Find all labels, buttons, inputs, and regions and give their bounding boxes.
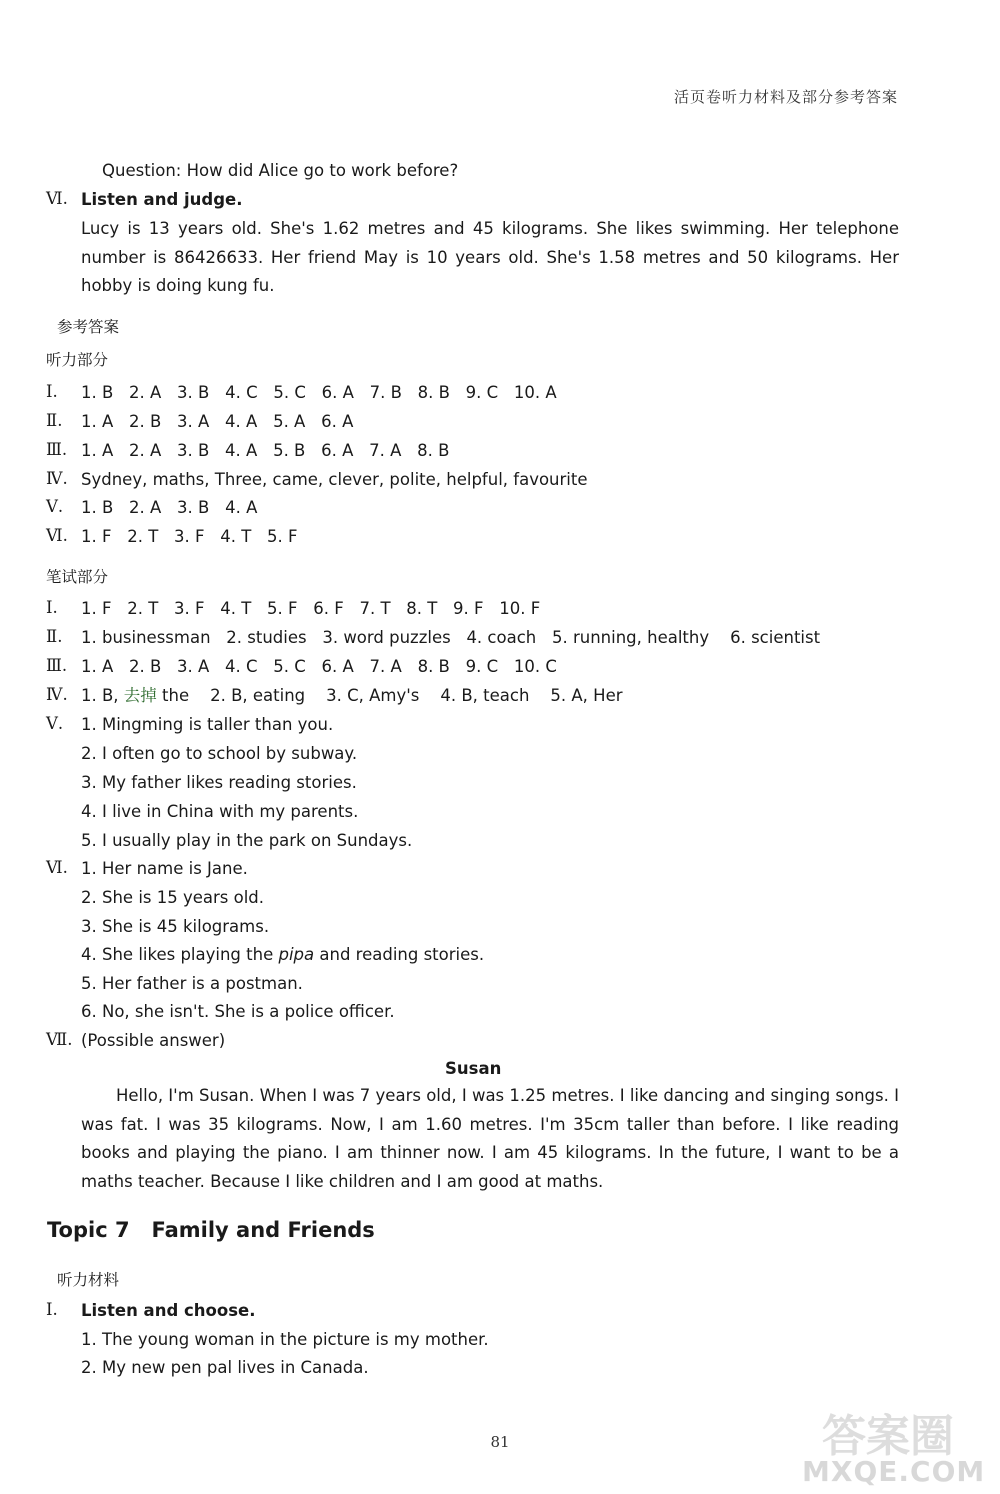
list-item: 2. She is 15 years old. (81, 888, 265, 907)
watermark-url: MXQE.COM (802, 1455, 986, 1488)
section-number: Ⅰ. (46, 1300, 58, 1319)
list-item: 5. I usually play in the park on Sundays. (81, 831, 413, 850)
list-item: 1. Mingming is taller than you. (81, 715, 334, 734)
essay-text: Hello, I'm Susan. When I was 7 years old, I was 1.25 metres. I like dancing and singing songs. I was fat. I was 35 kilograms. Now, I am 1.60 metres. I'm 35cm taller than before. I like reading books and playing the piano. I am thinner now. I am 45 kilograms. In the future, I want to be a maths teacher. Because I like children and I am good at maths. (81, 1086, 899, 1192)
running-header: 活页卷听力材料及部分参考答案 (673, 88, 898, 106)
answer-row: 1. F 2. T 3. F 4. T 5. F 6. F 7. T 8. T 9. F 10. F (81, 599, 541, 618)
answer-row-number: Ⅰ. (46, 382, 58, 401)
text-part: 4. She likes playing the (81, 945, 279, 964)
answer-row: Sydney, maths, Three, came, clever, polite, helpful, favourite (81, 470, 588, 489)
answer-row: 1. B 2. A 3. B 4. C 5. C 6. A 7. B 8. B 9. C 10. A (81, 383, 557, 402)
italic-word: pipa (278, 945, 315, 964)
answer-part: the 2. B, eating 3. C, Amy's 4. B, teach 5. A, Her (156, 686, 623, 705)
watermark-top: 答案圈 (822, 1411, 954, 1462)
answer-row-number: Ⅲ. (46, 440, 68, 459)
answer-row-number: Ⅵ. (46, 526, 68, 545)
section-number: Ⅵ. (46, 189, 68, 208)
answer-row: 1. businessman 2. studies 3. word puzzles 4. coach 5. running, healthy 6. scientist (81, 628, 821, 647)
answer-row-number: Ⅱ. (46, 411, 63, 430)
essay-title: Susan (445, 1059, 502, 1078)
answer-row-number: Ⅴ. (46, 497, 64, 516)
answer-row: 1. A 2. B 3. A 4. C 5. C 6. A 7. A 8. B 9. C 10. C (81, 657, 557, 676)
page-number: 81 (490, 1433, 510, 1451)
answer-row-number: Ⅴ. (46, 714, 64, 733)
list-item: 3. My father likes reading stories. (81, 773, 357, 792)
list-item: 5. Her father is a postman. (81, 974, 303, 993)
section-title: Listen and choose. (81, 1301, 256, 1320)
answer-row-number: Ⅱ. (46, 627, 63, 646)
list-item: 2. My new pen pal lives in Canada. (81, 1358, 369, 1377)
list-item: 1. The young woman in the picture is my mother. (81, 1330, 489, 1349)
section-title: Listen and judge. (81, 190, 243, 209)
topic-heading: Topic 7 Family and Friends (47, 1218, 375, 1242)
answer-row: 1. A 2. B 3. A 4. A 5. A 6. A (81, 412, 354, 431)
list-item: 6. No, she isn't. She is a police officer. (81, 1002, 395, 1021)
answer-row (81, 685, 623, 707)
answer-row: 1. A 2. A 3. B 4. A 5. B 6. A 7. A 8. B (81, 441, 450, 460)
answer-row-number: Ⅳ. (46, 685, 68, 704)
list-item: 4. I live in China with my parents. (81, 802, 359, 821)
answer-row: 1. B 2. A 3. B 4. A (81, 498, 258, 517)
ref-answers-label: 参考答案 (57, 318, 120, 336)
written-part-label: 笔试部分 (46, 568, 109, 586)
possible-answer-label: (Possible answer) (81, 1031, 226, 1050)
listening-part-label: 听力部分 (46, 351, 109, 369)
watermark-logo (802, 1400, 992, 1488)
listening-material-label: 听力材料 (57, 1271, 120, 1289)
question-line: Question: How did Alice go to work before? (102, 161, 459, 180)
list-item (81, 944, 484, 966)
answer-row-number: Ⅰ. (46, 598, 58, 617)
answer-row-number: Ⅲ. (46, 656, 68, 675)
answer-row-number: Ⅶ. (46, 1030, 73, 1049)
list-item: 3. She is 45 kilograms. (81, 917, 270, 936)
list-item: 1. Her name is Jane. (81, 859, 248, 878)
answer-row: 1. F 2. T 3. F 4. T 5. F (81, 527, 298, 546)
list-item: 2. I often go to school by subway. (81, 744, 358, 763)
answer-part-chinese: 去掉 (123, 686, 157, 705)
listen-judge-text: Lucy is 13 years old. She's 1.62 metres and 45 kilograms. She likes swimming. Her telephone number is 86426633. Her friend May is 10 years old. She's 1.58 metres and 50 kilograms. Her hobby is doing kung fu. (81, 219, 899, 296)
answer-part: 1. B, (81, 686, 124, 705)
text-part: and reading stories. (314, 945, 485, 964)
answer-row-number: Ⅳ. (46, 469, 68, 488)
answer-row-number: Ⅵ. (46, 858, 68, 877)
